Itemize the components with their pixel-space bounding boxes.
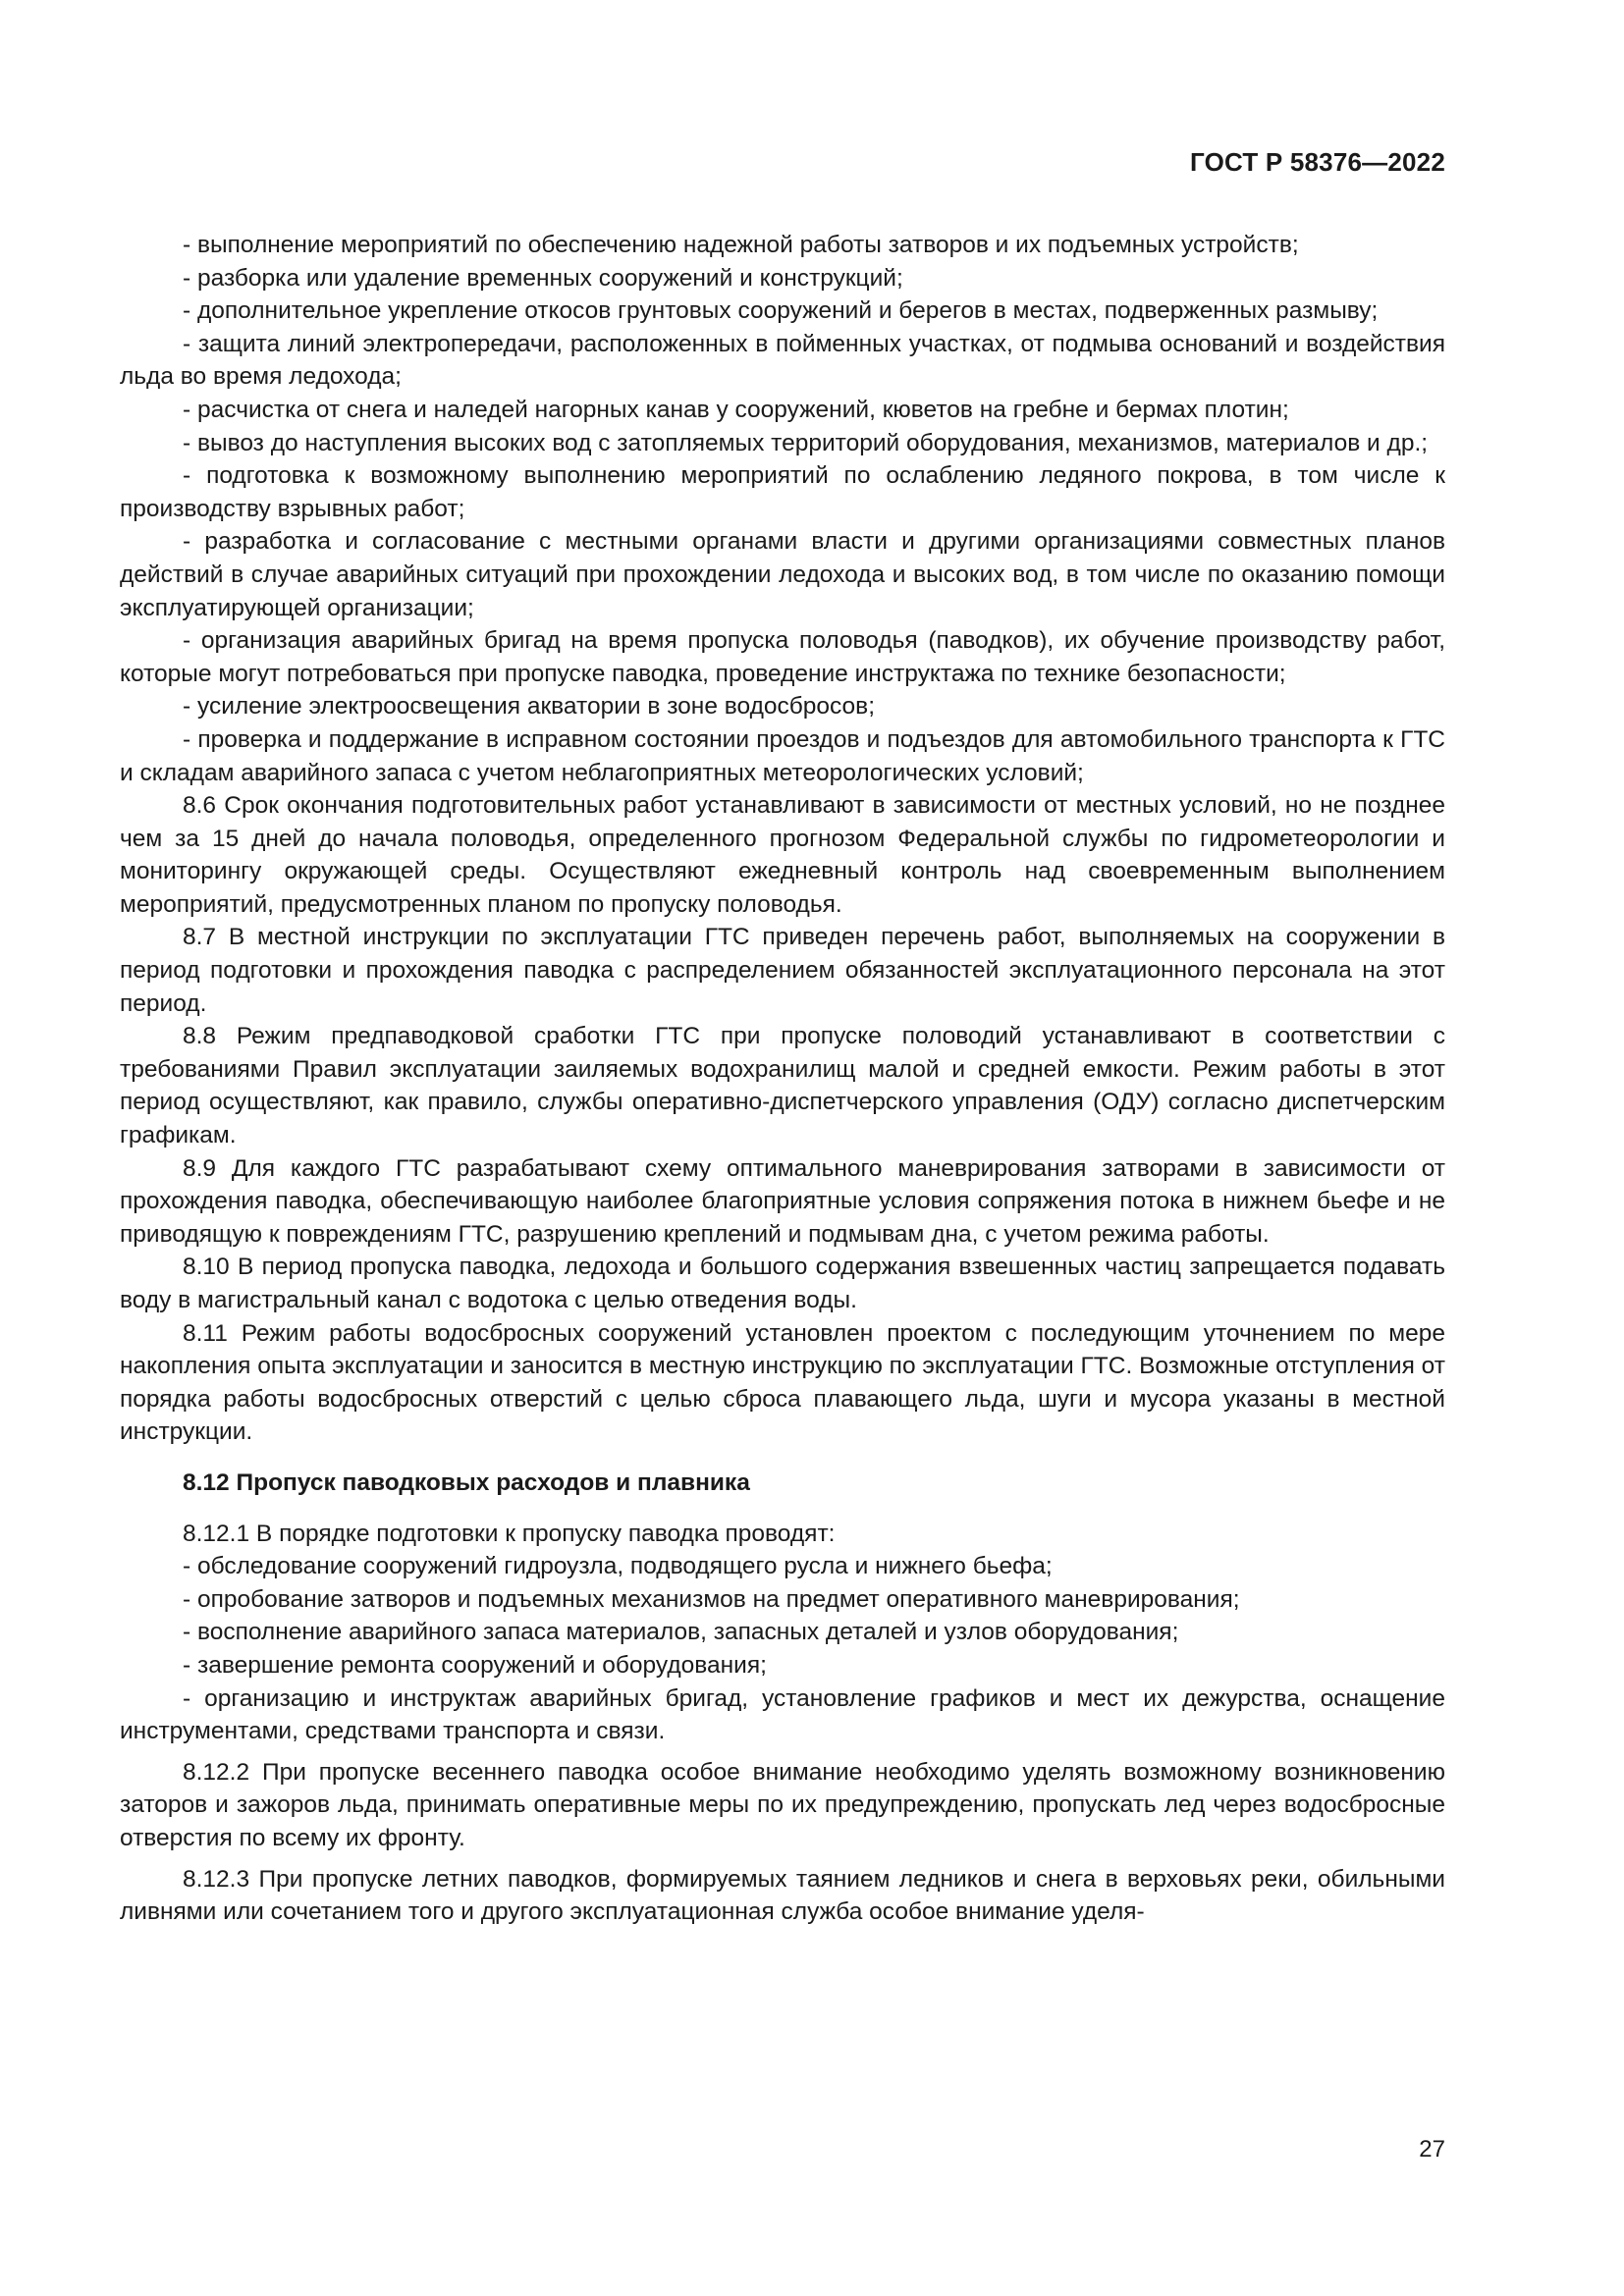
list-item: - подготовка к возможному выполнению мероприятий по ослаблению ледяного покрова, в том числе к производству взрывных работ; [120,462,1445,522]
paragraph-8-7: 8.7 В местной инструкции по эксплуатации ГТС приведен перечень работ, выполняемых на сооружении в период подготовки и прохождения паводка с распределением обязанностей эксплуатационного персонала на этот период. [120,924,1445,1017]
list-item: - усиление электроосвещения акватории в зоне водосбросов; [183,693,876,721]
list-item: - опробование затворов и подъемных механизмов на предмет оперативного маневрирования; [183,1585,1240,1613]
list-item: - разработка и согласование с местными органами власти и другими организациями совместных планов действий в случае аварийных ситуаций при прохождении ледохода и высоких вод, в том числе по оказанию помощи эксплуатирующей организации; [120,528,1445,621]
list-item: - обследование сооружений гидроузла, подводящего русла и нижнего бьефа; [183,1553,1053,1580]
paragraph-8-9: 8.9 Для каждого ГТС разрабатывают схему оптимального маневрирования затворами в зависимости от прохождения паводка, обеспечивающую наиболее благоприятные условия сопряжения потока в нижнем бьефе и не приводящую к повреждениям ГТС, разрушению креплений и подмывам дна, с учетом режима работы. [120,1154,1445,1248]
paragraph-8-12-2: 8.12.2 При пропуске весеннего паводка особое внимание необходимо уделять возможному возникновению заторов и зажоров льда, принимать оперативные меры по их предупреждению, пропускать лед через водосбросные отверстия по всему их фронту. [120,1758,1445,1851]
list-item: - разборка или удаление временных сооружений и конструкций; [183,264,903,292]
list-item: - завершение ремонта сооружений и оборудования; [183,1651,767,1679]
list-item: - дополнительное укрепление откосов грунтовых сооружений и берегов в местах, подверженных размыву; [183,297,1379,325]
section-heading-8-12: 8.12 Пропуск паводковых расходов и плавника [183,1468,750,1496]
page-number: 27 [1419,2136,1445,2163]
document-header: ГОСТ Р 58376—2022 [1190,147,1445,177]
list-item: - вывоз до наступления высоких вод с затопляемых территорий оборудования, механизмов, материалов и др.; [183,429,1429,456]
list-item: - защита линий электропередачи, расположенных в пойменных участках, от подмыва оснований и воздействия льда во время ледохода; [120,330,1445,391]
paragraph-8-11: 8.11 Режим работы водосбросных сооружений установлен проектом с последующим уточнением по мере накопления опыта эксплуатации и заносится в местную инструкцию по эксплуатации ГТС. Возможные отступления от порядка работы водосбросных отверстий с целью сброса плавающего льда, шуги и мусора указаны в местной инструкции. [120,1319,1445,1446]
paragraph-8-12-1: 8.12.1 В порядке подготовки к пропуску паводка проводят: [183,1520,836,1547]
list-item: - организация аварийных бригад на время пропуска половодья (паводков), их обучение производству работ, которые могут потребоваться при пропуске паводка, проведение инструктажа по технике безопасности; [120,627,1445,687]
paragraph-8-12-3: 8.12.3 При пропуске летних паводков, формируемых таянием ледников и снега в верховьях реки, обильными ливнями или сочетанием того и другого эксплуатационная служба особое внимание уделя- [120,1865,1445,1926]
list-item: - расчистка от снега и наледей нагорных канав у сооружений, кюветов на гребне и бермах плотин; [183,396,1289,423]
list-item: - организацию и инструктаж аварийных бригад, установление графиков и мест их дежурства, оснащение инструментами, средствами транспорта и связи. [120,1684,1445,1745]
paragraph-8-10: 8.10 В период пропуска паводка, ледохода и большого содержания взвешенных частиц запрещается подавать воду в магистральный канал с водотока с целью отведения воды. [120,1254,1445,1313]
list-item: - восполнение аварийного запаса материалов, запасных деталей и узлов оборудования; [183,1619,1179,1646]
list-item: - проверка и поддержание в исправном состоянии проездов и подъездов для автомобильного транспорта к ГТС и складам аварийного запаса с учетом неблагоприятных метеорологических условий; [120,725,1445,786]
paragraph-8-6: 8.6 Срок окончания подготовительных работ устанавливают в зависимости от местных условий, но не позднее чем за 15 дней до начала половодья, определенного прогнозом Федеральной службы по гидрометеорологии и мониторингу окружающей среды. Осуществляют ежедневный контроль над своевременным выполнением мероприятий, предусмотренных планом по пропуску половодья. [120,792,1445,918]
document-body [120,229,1445,1929]
list-item: - выполнение мероприятий по обеспечению надежной работы затворов и их подъемных устройств; [183,232,1299,258]
paragraph-8-8: 8.8 Режим предпаводковой сработки ГТС при пропуске половодий устанавливают в соответствии с требованиями Правил эксплуатации заиляемых водохранилищ малой и средней емкости. Режим работы в этот период осуществляют, как правило, службы оперативно-диспетчерского управления (ОДУ) согласно диспетчерским графикам. [120,1023,1445,1149]
